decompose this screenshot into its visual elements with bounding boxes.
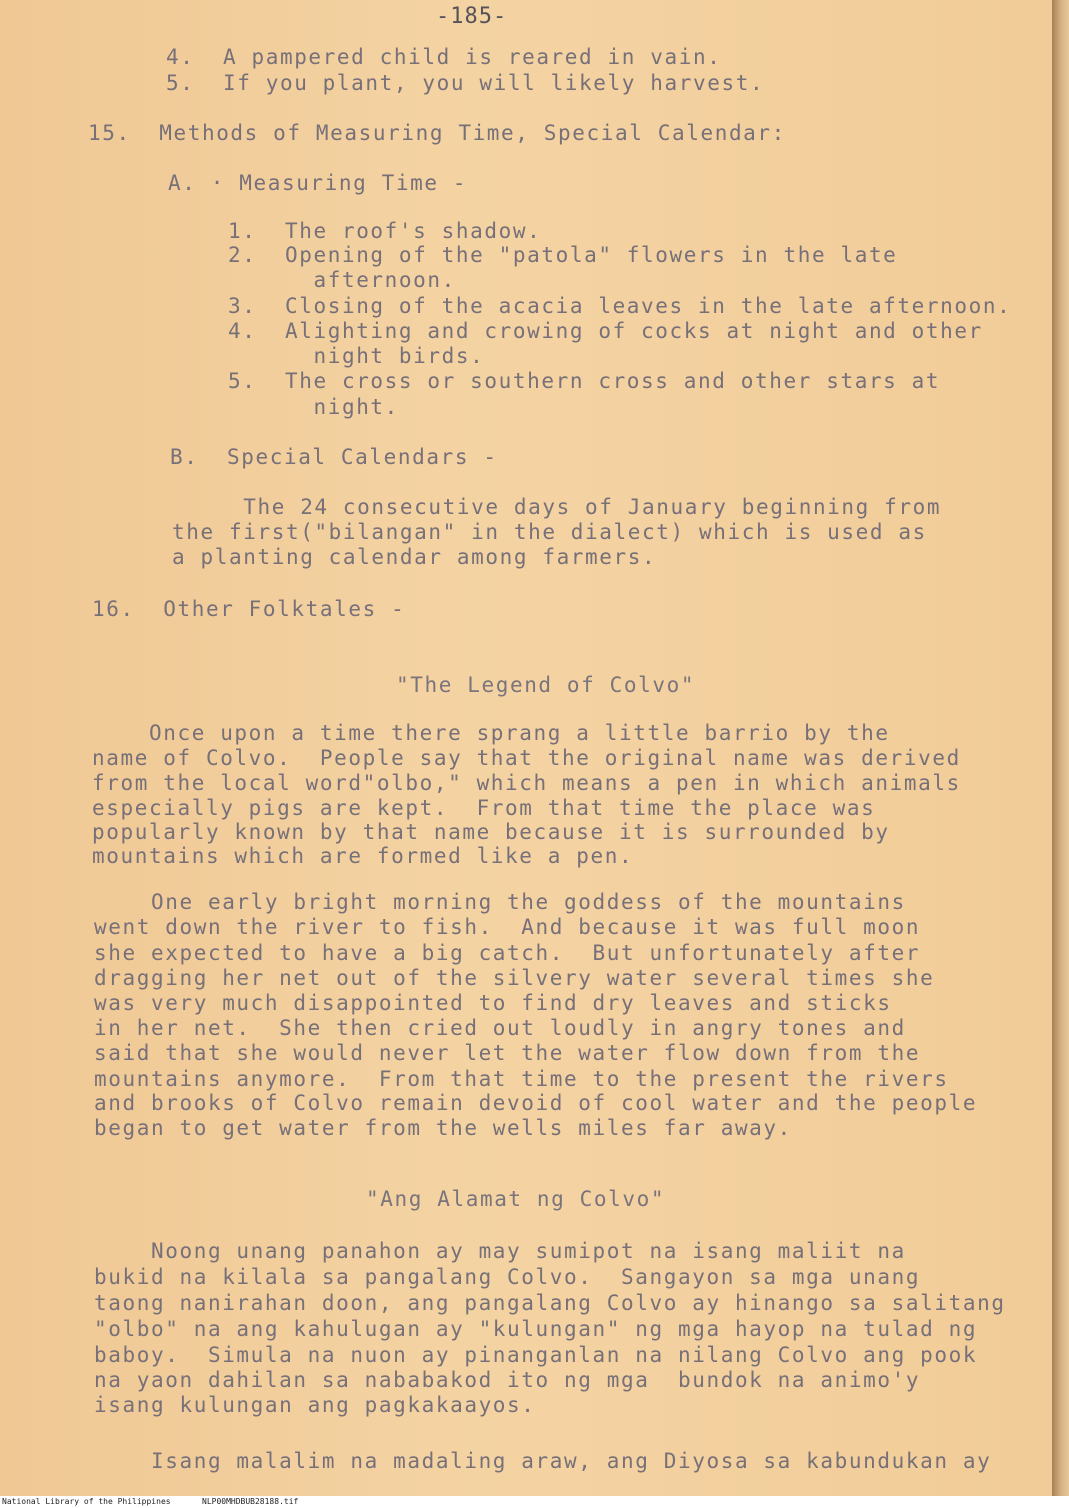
paragraph-line: Isang malalim na madaling araw, ang Diyosa sa kabundukan ay bbox=[94, 1449, 992, 1473]
page-edge-shadow bbox=[1052, 0, 1069, 1496]
paragraph-line: especially pigs are kept. From that time the place was bbox=[92, 796, 876, 820]
paragraph-line: began to get water from the wells miles far away. bbox=[94, 1116, 792, 1140]
list-item-continuation: night birds. bbox=[228, 344, 485, 368]
paragraph-line: from the local word"olbo," which means a pen in which animals bbox=[92, 771, 961, 795]
page-number: -185- bbox=[436, 4, 508, 29]
paragraph-line: "olbo" na ang kahulugan ay "kulungan" ng mga hayop na tulad ng bbox=[94, 1317, 978, 1341]
paragraph-line: popularly known by that name because it is surrounded by bbox=[92, 820, 890, 844]
paragraph-line: and brooks of Colvo remain devoid of cool water and the people bbox=[94, 1091, 978, 1115]
library-name: National Library of the Philippines bbox=[2, 1497, 171, 1506]
paragraph-line: Once upon a time there sprang a little barrio by the bbox=[92, 721, 890, 745]
paragraph-line: isang kulungan ang pagkakaayos. bbox=[94, 1393, 536, 1417]
list-item: 1. The roof's shadow. bbox=[228, 219, 542, 243]
paragraph-line: baboy. Simula na nuon ay pinanganlan na nilang Colvo ang pook bbox=[94, 1343, 978, 1367]
paragraph-line: dragging her net out of the silvery water several times she bbox=[94, 966, 935, 990]
paragraph-line: she expected to have a big catch. But unfortunately after bbox=[94, 941, 921, 965]
paragraph-line: name of Colvo. People say that the original name was derived bbox=[92, 746, 961, 770]
section-16-heading: 16. Other Folktales - bbox=[92, 597, 406, 621]
subsection-b-heading: B. Special Calendars - bbox=[170, 445, 498, 469]
proverb-line: 4. A pampered child is reared in vain. bbox=[166, 45, 722, 69]
scan-footer bbox=[0, 1496, 1069, 1508]
paragraph-line: mountains which are formed like a pen. bbox=[92, 844, 634, 868]
paragraph-line: went down the river to fish. And because it was full moon bbox=[94, 915, 921, 939]
paragraph-line: a planting calendar among farmers. bbox=[172, 545, 657, 569]
paragraph-line: the first("bilangan" in the dialect) which is used as bbox=[172, 520, 927, 544]
legend-title: "The Legend of Colvo" bbox=[396, 673, 696, 697]
paragraph-line: in her net. She then cried out loudly in angry tones and bbox=[94, 1016, 906, 1040]
paragraph-line: na yaon dahilan sa nababakod ito ng mga bundok na animo'y bbox=[94, 1368, 921, 1392]
list-item-continuation: afternoon. bbox=[228, 268, 456, 292]
proverb-line: 5. If you plant, you will likely harvest. bbox=[166, 71, 765, 95]
subsection-a-heading: A. · Measuring Time - bbox=[168, 171, 468, 195]
paragraph-line: taong nanirahan doon, ang pangalang Colvo ay hinango sa salitang bbox=[94, 1291, 1006, 1315]
paragraph-line: Noong unang panahon ay may sumipot na isang maliit na bbox=[94, 1239, 906, 1263]
paragraph-line: said that she would never let the water flow down from the bbox=[94, 1041, 921, 1065]
paragraph-line: The 24 consecutive days of January beginning from bbox=[172, 495, 942, 519]
list-item: 3. Closing of the acacia leaves in the late afternoon. bbox=[228, 294, 1012, 318]
alamat-title: "Ang Alamat ng Colvo" bbox=[366, 1187, 666, 1211]
paragraph-line: mountains anymore. From that time to the present the rivers bbox=[94, 1067, 949, 1091]
paragraph-line: bukid na kilala sa pangalang Colvo. Sangayon sa mga unang bbox=[94, 1265, 921, 1289]
paragraph-line: One early bright morning the goddess of the mountains bbox=[94, 890, 906, 914]
list-item: 4. Alighting and crowing of cocks at night and other bbox=[228, 319, 983, 343]
list-item: 2. Opening of the "patola" flowers in the late bbox=[228, 243, 898, 267]
section-15-heading: 15. Methods of Measuring Time, Special Calendar: bbox=[88, 121, 786, 145]
list-item: 5. The cross or southern cross and other stars at bbox=[228, 369, 941, 393]
file-id: NLP00MHDBUB28188.tif bbox=[202, 1497, 299, 1506]
list-item-continuation: night. bbox=[228, 395, 399, 419]
paragraph-line: was very much disappointed to find dry leaves and sticks bbox=[94, 991, 892, 1015]
